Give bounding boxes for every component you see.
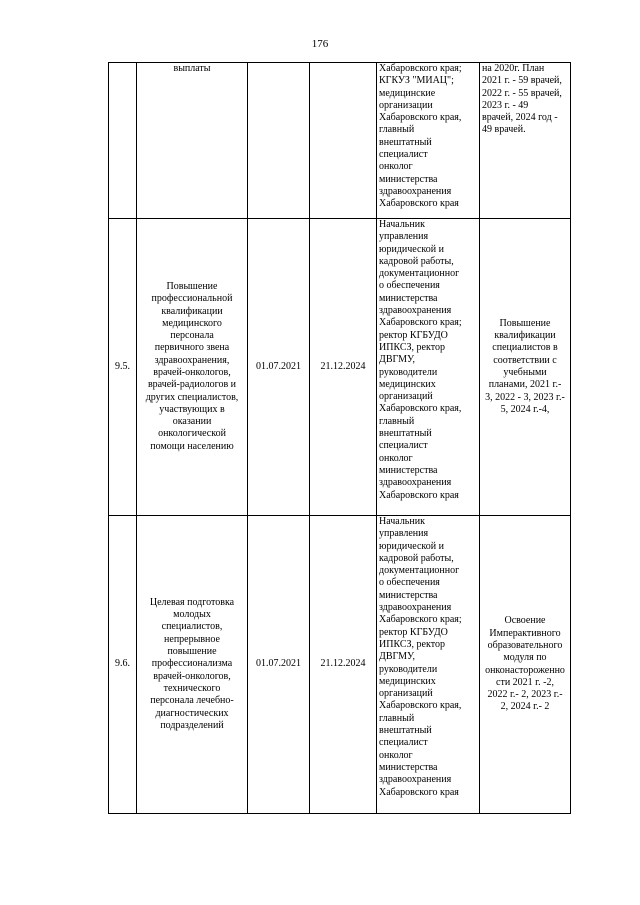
- start-date-cell: 01.07.2021: [248, 516, 310, 814]
- end-date-cell: 21.12.2024: [310, 516, 377, 814]
- action-plan-table: [108, 62, 571, 814]
- result-cell: Освоение Имперактивного образовательного модуля по онконастороженно сти 2021 г. -2, 2022 г.- 2, 2023 г.- 2, 2024 г.- 2: [480, 516, 571, 814]
- table-row: [109, 516, 571, 814]
- event-cell: Целевая подготовка молодых специалистов, непрерывное повышение профессионализма врачей-онкологов, технического персонала лечебно- диагностических подразделений: [137, 516, 248, 814]
- start-date-cell: [248, 63, 310, 219]
- responsible-cell: Начальник управления юридической и кадровой работы, документационног о обеспечения министерства здравоохранения Хабаровского края; ректор КГБУДО ИПКСЗ, ректор ДВГМУ, руководители медицинских организаций Хабаровского края, главный внештатный специалист онколог министерства здравоохранения Хабаровского края: [377, 219, 480, 516]
- end-date-cell: [310, 63, 377, 219]
- event-cell: выплаты: [137, 63, 248, 219]
- row-number-cell: 9.5.: [109, 219, 137, 516]
- result-cell: Повышение квалификации специалистов в соответствии с учебными планами, 2021 г.- 3, 2022 - 3, 2023 г.- 5, 2024 г.-4,: [480, 219, 571, 516]
- row-number-cell: 9.6.: [109, 516, 137, 814]
- page-number: 176: [311, 38, 329, 50]
- start-date-cell: 01.07.2021: [248, 219, 310, 516]
- end-date-cell: 21.12.2024: [310, 219, 377, 516]
- result-cell: на 2020г. План 2021 г. - 59 врачей, 2022 г. - 55 врачей, 2023 г. - 49 врачей, 2024 год - 49 врачей.: [480, 63, 571, 219]
- responsible-cell: Начальник управления юридической и кадровой работы, документационног о обеспечения министерства здравоохранения Хабаровского края; ректор КГБУДО ИПКСЗ, ректор ДВГМУ, руководители медицинских организаций Хабаровского края, главный внештатный специалист онколог министерства здравоохранения Хабаровского края: [377, 516, 480, 814]
- row-number-cell: [109, 63, 137, 219]
- event-cell: Повышение профессиональной квалификации медицинского персонала первичного звена здравоохранения, врачей-онкологов, врачей-радиологов и других специалистов, участвующих в оказании онкологической помощи населению: [137, 219, 248, 516]
- table-row: [109, 63, 571, 219]
- table-row: [109, 219, 571, 516]
- responsible-cell: Хабаровского края; КГКУЗ "МИАЦ"; медицинские организации Хабаровского края, главный внештатный специалист онколог министерства здравоохранения Хабаровского края: [377, 63, 480, 219]
